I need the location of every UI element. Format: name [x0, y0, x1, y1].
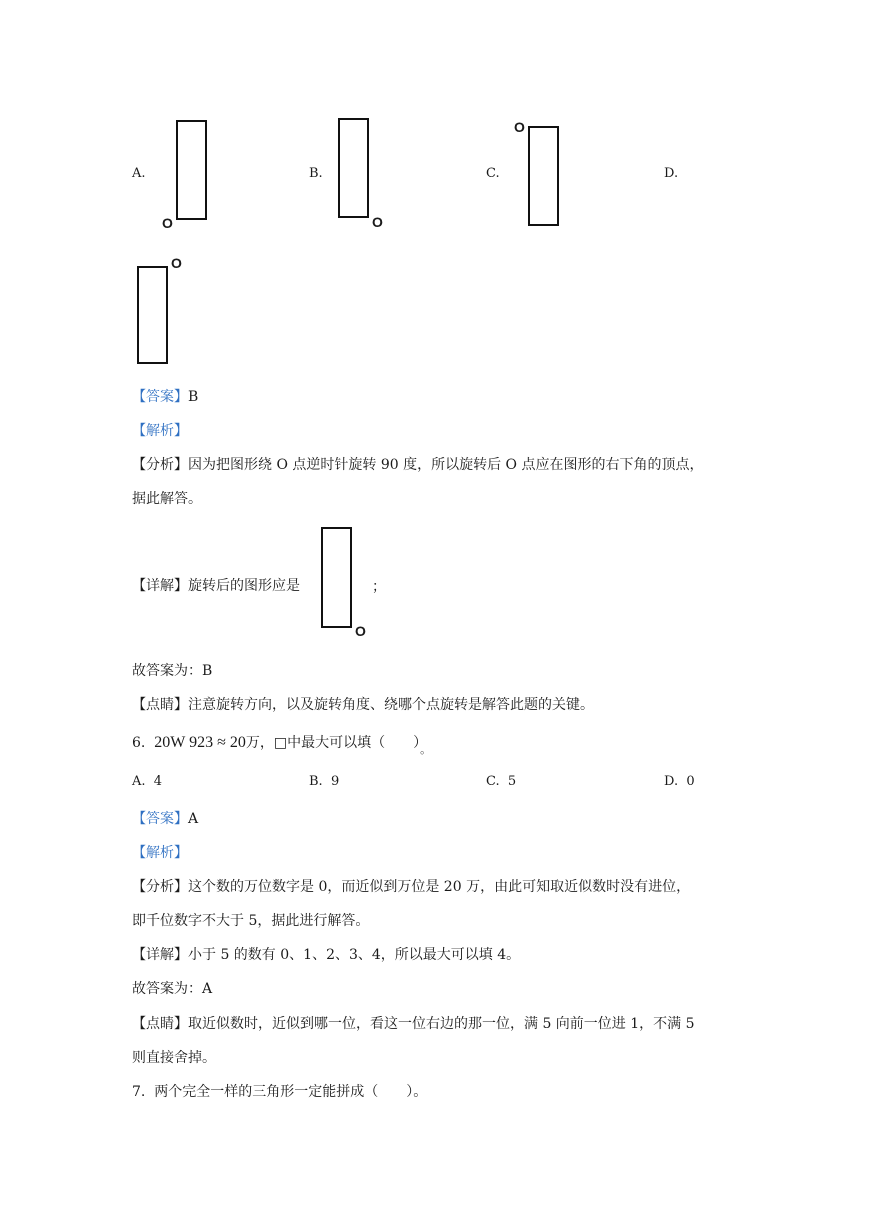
option-letter: A.: [132, 166, 146, 181]
fenxi-tag: 【分析】: [132, 879, 188, 895]
fenxi-continuation: 据此解答。: [132, 491, 202, 507]
option-letter: C.: [486, 166, 500, 181]
option-a: [132, 774, 162, 789]
rectangle-figure: [137, 266, 168, 364]
origin-label: O: [372, 214, 383, 230]
origin-label: O: [171, 255, 182, 271]
option-letter: A.: [132, 774, 146, 789]
dianjing-text: 取近似数时，近似到哪一位，看这一位右边的那一位，满 5 向前一位进 1，不满 5: [188, 1016, 695, 1032]
xiangjie-tag: 【详解】: [132, 947, 188, 963]
dianjing-tag: 【点睛】: [132, 697, 188, 713]
answer-value: B: [188, 389, 199, 405]
rectangle-figure: [176, 120, 207, 220]
option-value: 0: [686, 774, 695, 789]
conclusion: 故答案为：B: [132, 663, 213, 679]
fenxi-text: 这个数的万位数字是 0，而近似到万位是 20 万，由此可知取近似数时没有进位，: [188, 879, 691, 895]
rectangle-figure: [338, 118, 369, 218]
question-text: 两个完全一样的三角形一定能拼成（ ）。: [154, 1084, 428, 1100]
option-c: [486, 774, 516, 789]
dianjing-line: [132, 694, 594, 714]
answer-tag: 【答案】: [132, 811, 188, 827]
fenxi-text: 因为把图形绕 O 点逆时针旋转 90 度，所以旋转后 O 点应在图形的右下角的顶点，: [188, 457, 704, 473]
origin-label: O: [162, 215, 173, 231]
analysis-tag: 【解析】: [132, 423, 188, 439]
option-b: [309, 774, 339, 789]
fenxi-continuation: 即千位数字不大于 5，据此进行解答。: [132, 913, 370, 929]
fenxi-line: [132, 454, 703, 474]
answer-value: A: [188, 811, 199, 827]
option-letter: D.: [664, 774, 679, 789]
rectangle-figure: [528, 126, 559, 226]
answer-rectangle-figure: [321, 527, 352, 628]
xiangjie-tag: 【详解】: [132, 578, 188, 594]
question-text: 万，□中最大可以填（ ）: [245, 735, 421, 751]
xiangjie-text: 小于 5 的数有 0、1、2、3、4，所以最大可以填 4。: [188, 947, 521, 963]
option-value: 4: [153, 774, 163, 789]
semicolon: ；: [372, 579, 386, 595]
dianjing-text: 注意旋转方向，以及旋转角度、绕哪个点旋转是解答此题的关键。: [188, 697, 594, 713]
question-number: 7.: [132, 1084, 146, 1100]
xiangjie-text: 旋转后的图形应是: [188, 578, 300, 594]
dianjing-line: [132, 1013, 695, 1033]
option-d: [664, 774, 695, 789]
fenxi-line: [132, 876, 690, 896]
option-value: 5: [507, 774, 517, 789]
dianjing-tag: 【点睛】: [132, 1016, 188, 1032]
xiangjie-line: [132, 944, 520, 964]
option-letter: D.: [664, 166, 679, 181]
question-7-stem: [132, 1081, 427, 1101]
option-value: 9: [330, 774, 340, 789]
dianjing-continuation: 则直接舍掉。: [132, 1050, 216, 1066]
option-letter: C.: [486, 774, 500, 789]
conclusion: 故答案为：A: [132, 981, 213, 997]
origin-label: O: [514, 119, 525, 135]
fenxi-tag: 【分析】: [132, 457, 188, 473]
origin-label: O: [355, 623, 366, 639]
question-end: 。: [420, 743, 432, 756]
question-number: 6.: [132, 735, 146, 751]
answer-tag: 【答案】: [132, 389, 188, 405]
option-letter: B.: [309, 774, 323, 789]
option-letter: B.: [309, 166, 323, 181]
question-6-stem: [132, 732, 432, 756]
math-expression: 20W 923 ≈ 20: [154, 734, 246, 751]
answer-line: [132, 808, 198, 828]
xiangjie-line: [132, 575, 300, 595]
analysis-tag: 【解析】: [132, 845, 188, 861]
answer-line: [132, 386, 198, 406]
